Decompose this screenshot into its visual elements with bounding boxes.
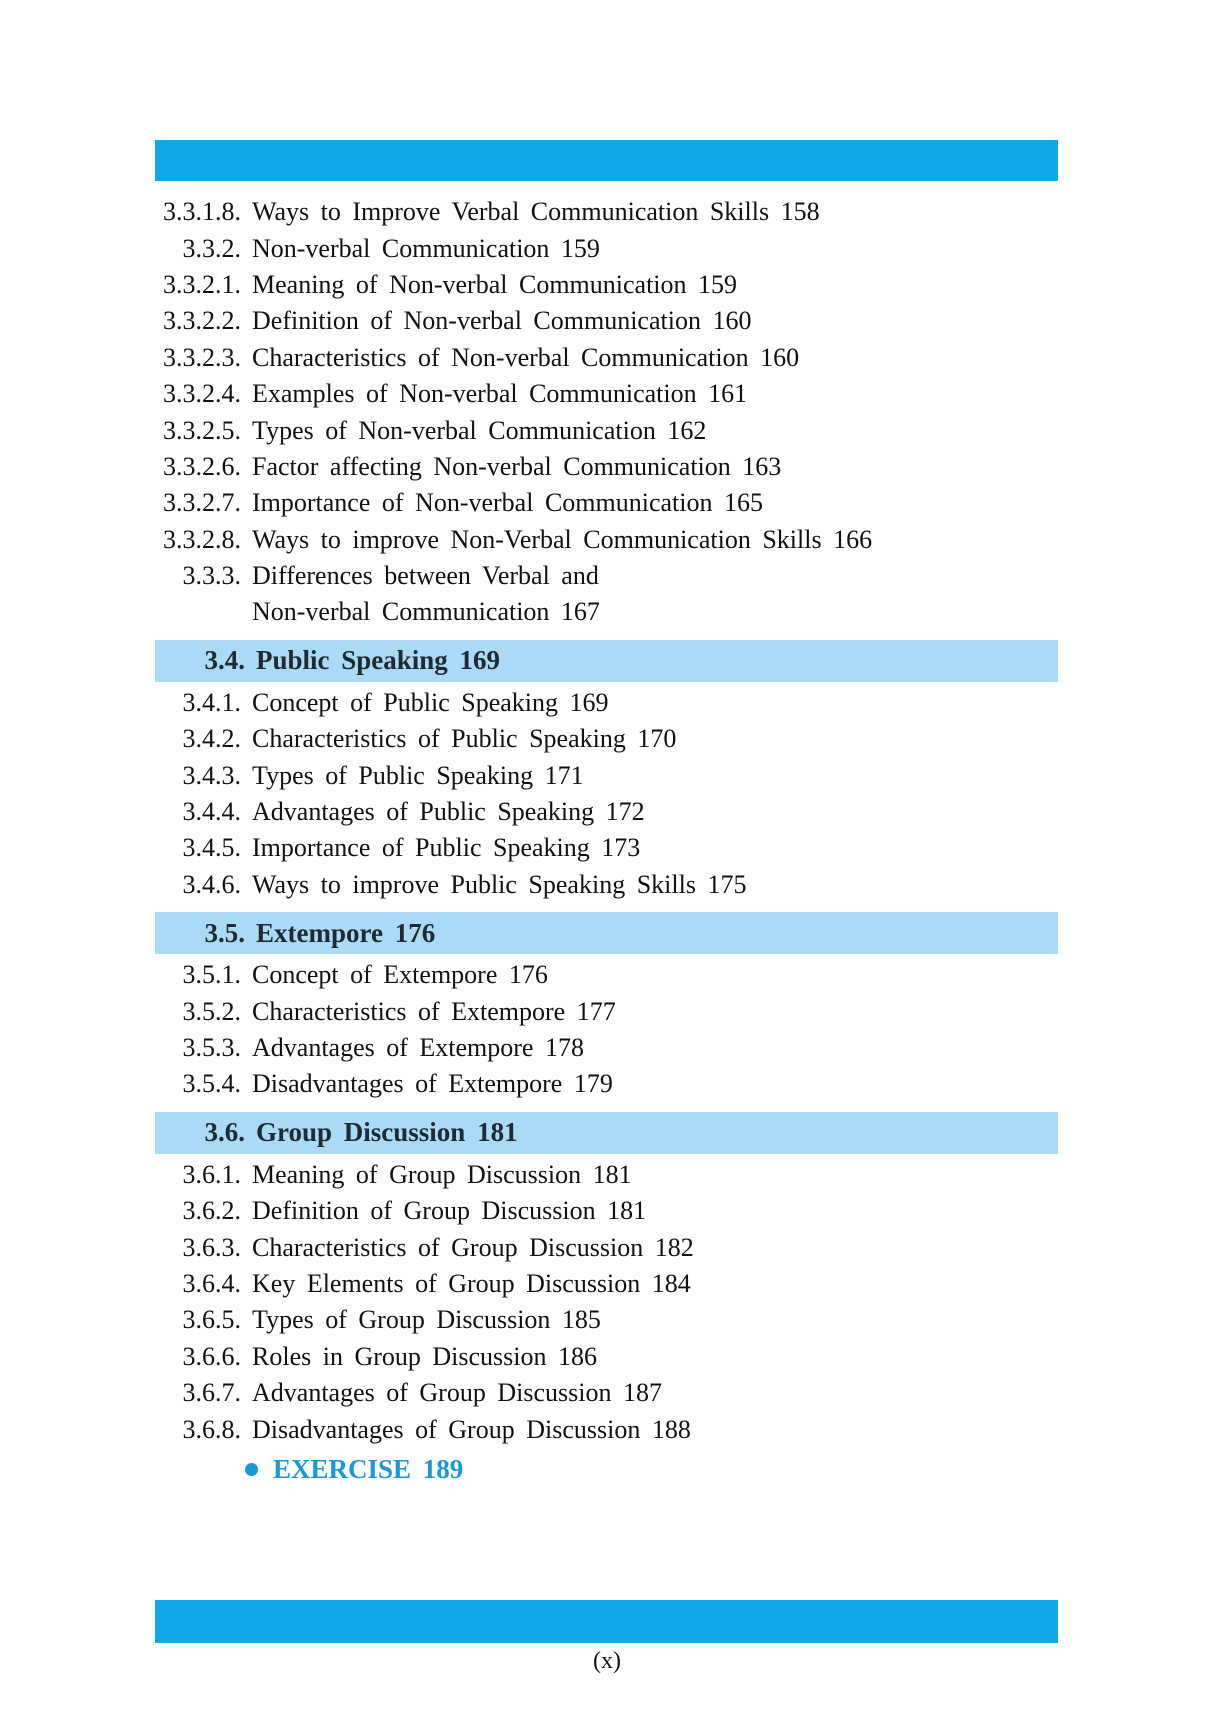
top-banner-bar xyxy=(155,140,1058,181)
toc-section-header xyxy=(155,640,1058,682)
entry-title: Characteristics of Non-verbal Communication 160 xyxy=(252,342,800,372)
entry-title: Examples of Non-verbal Communication 161 xyxy=(252,379,748,409)
entry-number: 3.6.4. xyxy=(182,1268,241,1298)
toc-row xyxy=(155,303,1058,339)
bottom-banner-bar xyxy=(155,1600,1058,1643)
entry-title: Advantages of Extempore 178 xyxy=(252,1033,584,1062)
toc-row-continuation xyxy=(155,594,1058,630)
toc-list xyxy=(155,194,1058,1488)
toc-row xyxy=(155,376,1058,412)
entry-number: 3.4.3. xyxy=(182,760,241,790)
entry-number: 3.5. xyxy=(204,917,245,948)
entry-number: 3.3.2.5. xyxy=(163,415,241,445)
toc-row xyxy=(155,830,1058,866)
entry-title: Ways to improve Non-Verbal Communication Skills 166 xyxy=(252,524,873,554)
toc-row xyxy=(155,485,1058,521)
entry-title: Group Discussion 181 xyxy=(256,1117,518,1148)
entry-number: 3.6. xyxy=(204,1117,245,1148)
entry-title: Importance of Non-verbal Communication 165 xyxy=(252,488,763,518)
toc-exercise-row xyxy=(155,1452,1058,1488)
entry-title: Roles in Group Discussion 186 xyxy=(252,1341,597,1371)
toc-row xyxy=(155,1066,1058,1102)
entry-number: 3.4.2. xyxy=(182,724,241,754)
entry-number: 3.3.2.7. xyxy=(163,488,241,518)
entry-number: 3.5.2. xyxy=(182,996,241,1026)
entry-number: 3.3.2. xyxy=(182,233,241,263)
toc-row xyxy=(155,412,1058,448)
entry-title: Differences between Verbal and xyxy=(252,561,599,591)
entry-number: 3.4.6. xyxy=(182,869,241,899)
entry-number: 3.5.4. xyxy=(182,1069,241,1099)
toc-row xyxy=(155,340,1058,376)
entry-title: Concept of Extempore 176 xyxy=(252,960,548,990)
entry-title: Ways to improve Public Speaking Skills 175 xyxy=(252,869,747,899)
toc-row xyxy=(155,685,1058,721)
page-number: (x) xyxy=(593,1648,621,1674)
entry-title: Meaning of Group Discussion 181 xyxy=(252,1159,632,1189)
toc-row xyxy=(155,1411,1058,1447)
entry-number: 3.5.1. xyxy=(182,960,241,990)
entry-number: 3.3.1.8. xyxy=(163,197,241,227)
entry-number: 3.4.5. xyxy=(182,833,241,863)
entry-title: Disadvantages of Extempore 179 xyxy=(252,1069,613,1099)
toc-row xyxy=(155,230,1058,266)
entry-number: 3.6.8. xyxy=(182,1414,241,1444)
exercise-label: EXERCISE 189 xyxy=(273,1454,464,1485)
entry-title: Advantages of Group Discussion 187 xyxy=(252,1378,662,1408)
entry-number: 3.3.2.4. xyxy=(163,379,241,409)
toc-row xyxy=(155,1302,1058,1338)
toc-section-header xyxy=(155,912,1058,954)
bullet-icon xyxy=(245,1463,258,1476)
entry-number: 3.3.2.1. xyxy=(163,269,241,299)
toc-row xyxy=(155,957,1058,993)
toc-row xyxy=(155,522,1058,558)
entry-number: 3.6.5. xyxy=(182,1305,241,1335)
toc-section-header xyxy=(155,1112,1058,1154)
entry-number: 3.4.4. xyxy=(182,797,241,827)
entry-title: Factor affecting Non-verbal Communication 163 xyxy=(252,451,782,481)
entry-title: Ways to Improve Verbal Communication Skills 158 xyxy=(252,197,820,227)
toc-row xyxy=(155,194,1058,230)
entry-title: Public Speaking 169 xyxy=(256,645,501,676)
entry-title: Definition of Non-verbal Communication 160 xyxy=(252,306,752,336)
entry-number: 3.6.7. xyxy=(182,1378,241,1408)
entry-number: 3.6.6. xyxy=(182,1341,241,1371)
entry-title: Characteristics of Public Speaking 170 xyxy=(252,724,677,754)
entry-title: Meaning of Non-verbal Communication 159 xyxy=(252,269,738,299)
entry-title: Characteristics of Group Discussion 182 xyxy=(252,1232,694,1262)
toc-row xyxy=(155,558,1058,594)
entry-title: Types of Non-verbal Communication 162 xyxy=(252,415,707,445)
entry-title: Disadvantages of Group Discussion 188 xyxy=(252,1414,691,1444)
toc-row xyxy=(155,1030,1058,1066)
toc-row xyxy=(155,993,1058,1029)
entry-number: 3.6.1. xyxy=(182,1159,241,1189)
entry-title: Non-verbal Communication 159 xyxy=(252,233,600,263)
entry-number: 3.6.3. xyxy=(182,1232,241,1262)
toc-row xyxy=(155,267,1058,303)
entry-number: 3.3.2.8. xyxy=(163,524,241,554)
toc-row xyxy=(155,794,1058,830)
toc-row xyxy=(155,1229,1058,1265)
toc-row xyxy=(155,1266,1058,1302)
entry-number: 3.3.2.3. xyxy=(163,342,241,372)
toc-row xyxy=(155,867,1058,903)
entry-title: Definition of Group Discussion 181 xyxy=(252,1196,647,1226)
entry-title: Key Elements of Group Discussion 184 xyxy=(252,1268,691,1298)
entry-number: 3.3.2.6. xyxy=(163,451,241,481)
entry-title: Characteristics of Extempore 177 xyxy=(252,996,616,1026)
entry-title: Types of Public Speaking 171 xyxy=(252,760,584,790)
entry-title: Concept of Public Speaking 169 xyxy=(252,687,609,717)
entry-number: 3.3.2.2. xyxy=(163,306,241,336)
toc-row xyxy=(155,1339,1058,1375)
toc-row xyxy=(155,757,1058,793)
entry-title: Importance of Public Speaking 173 xyxy=(252,833,641,863)
entry-number: 3.3.3. xyxy=(182,561,241,591)
entry-title: Extempore 176 xyxy=(256,917,436,948)
toc-row xyxy=(155,1157,1058,1193)
toc-row xyxy=(155,1193,1058,1229)
entry-number: 3.5.3. xyxy=(182,1033,241,1062)
entry-number: 3.4.1. xyxy=(182,687,241,717)
toc-row xyxy=(155,449,1058,485)
toc-row xyxy=(155,721,1058,757)
toc-row xyxy=(155,1375,1058,1411)
entry-title: Non-verbal Communication 167 xyxy=(252,597,600,627)
entry-number: 3.4. xyxy=(204,645,245,676)
entry-title: Advantages of Public Speaking 172 xyxy=(252,797,645,827)
entry-title: Types of Group Discussion 185 xyxy=(252,1305,601,1335)
entry-number: 3.6.2. xyxy=(182,1196,241,1226)
